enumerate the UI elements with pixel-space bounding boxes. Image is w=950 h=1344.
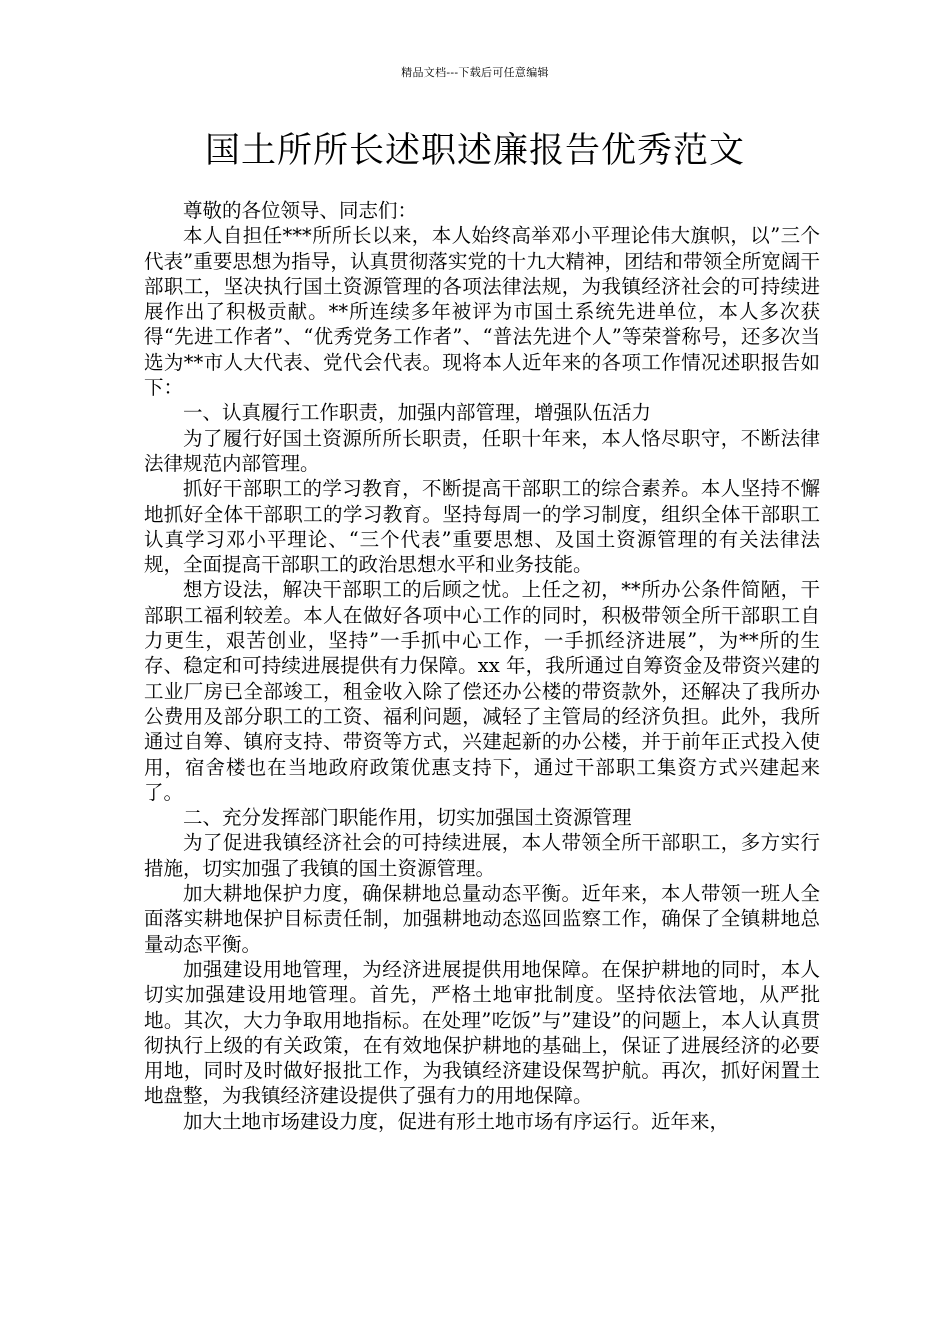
paragraph: 加强建设用地管理，为经济进展提供用地保障。在保护耕地的同时，本人切实加强建设用地管理。首先，严格土地审批制度。坚持依法管地，从严批地。其次，大力争取用地指标。在处理”吃饭”与”建设”的问题上，本人认真贯彻执行上级的有关政策，在有效地保护耕地的基础上，保证了进展经济的必要用地，同时及时做好报批工作，为我镇经济建设保驾护航。再次，抓好闲置土地盘整，为我镇经济建设提供了强有力的用地保障。 xyxy=(144,957,820,1108)
section-heading-1: 一、认真履行工作职责，加强内部管理，增强队伍活力 xyxy=(183,401,652,425)
paragraph: 想方设法，解决干部职工的后顾之忧。上任之初，**所办公条件简陋，干部职工福利较差。本人在做好各项中心工作的同时，积极带领全所干部职工自力更生，艰苦创业，坚持”一手抓中心工作，一手抓经济进展”，为**所的生存、稳定和可持续进展提供有力保障。xx 年，我所通过自筹资金及带资兴建的工业厂房已全部竣工，租金收入除了偿还办公楼的带资款外，还解决了我所办公费用及部分职工的工资、福利问题，减轻了主管局的经济负担。此外，我所通过自筹、镇府支持、带资等方式，兴建起新的办公楼，并于前年正式投入使用，宿舍楼也在当地政府政策优惠支持下，通过干部职工集资方式兴建起来了。 xyxy=(144,578,820,804)
paragraph: 为了促进我镇经济社会的可持续进展，本人带领全所干部职工，多方实行措施，切实加强了我镇的国土资源管理。 xyxy=(144,831,820,880)
header-note: 精品文档---下载后可任意编辑 xyxy=(401,66,549,79)
document-body xyxy=(144,198,820,1134)
paragraph: 为了履行好国土资源所所长职责，任职十年来，本人恪尽职守，不断法律法律规范内部管理。 xyxy=(144,426,820,475)
paragraph: 加大土地市场建设力度，促进有形土地市场有序运行。近年来， xyxy=(183,1109,730,1133)
paragraph: 加大耕地保护力度，确保耕地总量动态平衡。近年来，本人带领一班人全面落实耕地保护目标责任制，加强耕地动态巡回监察工作，确保了全镇耕地总量动态平衡。 xyxy=(144,882,820,956)
section-heading-2: 二、充分发挥部门职能作用，切实加强国土资源管理 xyxy=(183,806,632,830)
paragraph: 抓好干部职工的学习教育，不断提高干部职工的综合素养。本人坚持不懈地抓好全体干部职工的学习教育。坚持每周一的学习制度，组织全体干部职工认真学习邓小平理论、“三个代表”重要思想、及国土资源管理的有关法律法规，全面提高干部职工的政治思想水平和业务技能。 xyxy=(144,477,820,577)
document-title: 国土所所长述职述廉报告优秀范文 xyxy=(204,131,745,171)
paragraph-intro: 本人自担任***所所长以来，本人始终高举邓小平理论伟大旗帜，以”三个代表”重要思想为指导，认真贯彻落实党的十九大精神，团结和带领全所宽阔干部职工，坚决执行国土资源管理的各项法律法规，为我镇经济社会的可持续进展作出了积极贡献。**所连续多年被评为市国土系统先进单位，本人多次获得“先进工作者”、“优秀党务工作者”、“普法先进个人”等荣誉称号，还多次当选为**市人大代表、党代会代表。现将本人近年来的各项工作情况述职报告如下： xyxy=(144,224,820,400)
paragraph-salutation: 尊敬的各位领导、同志们： xyxy=(183,199,418,222)
